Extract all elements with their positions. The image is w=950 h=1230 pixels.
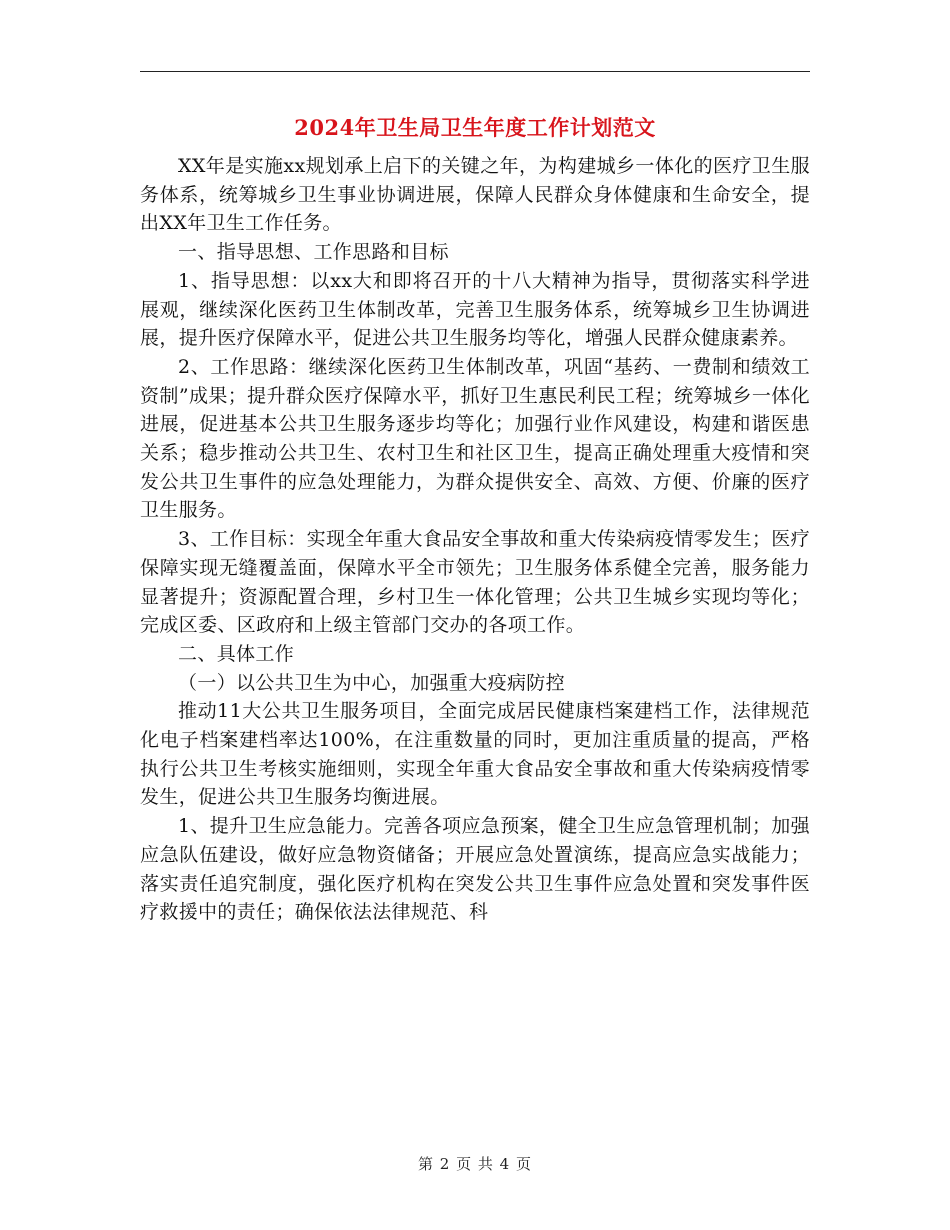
paragraph-guiding-thought: 1、指导思想：以xx大和即将召开的十八大精神为指导，贯彻落实科学进展观，继续深化医药卫生体制改革，完善卫生服务体系，统筹城乡卫生协调进展，提升医疗保障水平，促进公共卫生服务均等化，增强人民群众健康素养。 [140,269,810,350]
paragraph-work-approach: 2、工作思路：继续深化医药卫生体制改革，巩固“基药、一费制和绩效工资制”成果；提升群众医疗保障水平，抓好卫生惠民利民工程；统筹城乡一体化进展，促进基本公共卫生服务逐步均等化；加强行业作风建设，构建和谐医患关系；稳步推动公共卫生、农村卫生和社区卫生，提高正确处理重大疫情和突发公共卫生事件的应急处理能力，为群众提供安全、高效、方便、价廉的医疗卫生服务。 [140,355,810,522]
paragraph-intro: XX年是实施xx规划承上启下的关键之年，为构建城乡一体化的医疗卫生服务体系，统筹城乡卫生事业协调进展，保障人民群众身体健康和生命安全，提出XX年卫生工作任务。 [140,155,810,235]
heading-section-1: 一、指导思想、工作思路和目标 [178,241,449,264]
header-rule [140,71,810,72]
paragraph-public-health-projects: 推动11大公共卫生服务项目，全面完成居民健康档案建档工作，法律规范化电子档案建档率达100%，在注重数量的同时，更加注重质量的提高，严格执行公共卫生考核实施细则，实现全年重大食品安全事故和重大传染病疫情零发生，促进公共卫生服务均衡进展。 [140,700,810,809]
paragraph-work-goals: 3、工作目标：实现全年重大食品安全事故和重大传染病疫情零发生；医疗保障实现无缝覆盖面，保障水平全市领先；卫生服务体系健全完善，服务能力显著提升；资源配置合理，乡村卫生一体化管理；公共卫生城乡实现均等化；完成区委、区政府和上级主管部门交办的各项工作。 [140,528,810,637]
page-footer: 第 2 页 共 4 页 [418,1155,532,1173]
heading-section-2: 二、具体工作 [178,642,295,665]
paragraph-emergency-capability: 1、提升卫生应急能力。完善各项应急预案，健全卫生应急管理机制；加强应急队伍建设，做好应急物资储备；开展应急处置演练，提高应急实战能力；落实责任追究制度，强化医疗机构在突发公共卫生事件应急处置和突发事件医疗救援中的责任；确保依法法律规范、科 [140,815,810,924]
document-title: 2024年卫生局卫生年度工作计划范文 [294,115,656,140]
heading-subsection-1: （一）以公共卫生为中心，加强重大疫病防控 [178,671,566,694]
document-body [140,152,810,927]
